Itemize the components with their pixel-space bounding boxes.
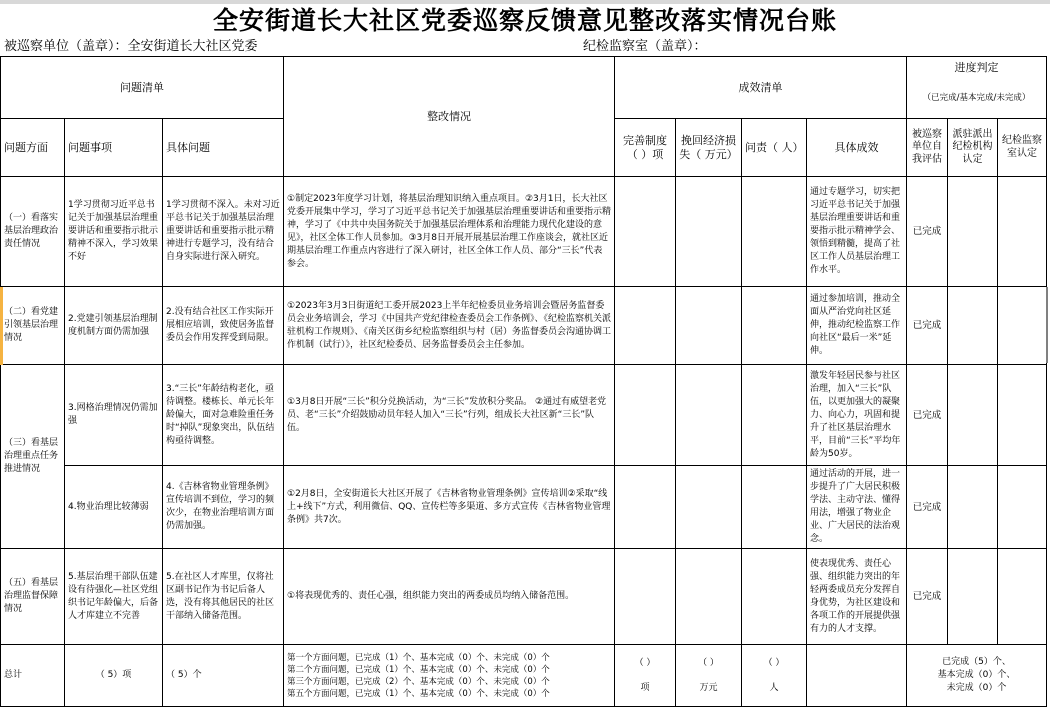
row-office xyxy=(998,466,1047,549)
row-dispatched xyxy=(948,466,998,549)
self-eval-header: 被巡察单位自我评估 xyxy=(907,119,948,177)
total-losses-value: （ ） xyxy=(698,657,719,668)
discipline-office-label: 纪检监察室（盖章）： xyxy=(583,39,707,54)
row-results: 使表现优秀、责任心强、组织能力突出的年轻两委成员充分发挥自身优势，为社区建设和各项工作的开展提供强有力的人才支撑。 xyxy=(807,549,907,645)
row-edge-marker xyxy=(1046,287,1048,363)
row-selection-marker xyxy=(0,287,3,365)
row-results: 通过活动的开展，进一步提升了广大居民积极学法、主动守法、懂得用法，增强了物业企业、广大居民的法治观念。 xyxy=(807,466,907,549)
row-rectification: ①2023年3月3日街道纪工委开展2023上半年纪检委员业务培训会暨居务监督委员会业务培训会，学习《中国共产党纪律检查委员会工作条例》、《纪检监察机关派驻机构工作规则》、《南关区街乡纪检监察组织与村（居）务监督委员会沟通协调工作机制（试行）》，社区纪检委员、居务监督委员会主任参加。 xyxy=(284,287,615,365)
problem-list-header: 问题清单 xyxy=(1,57,284,119)
row-rectification: ①3月8日开展“三长”积分兑换活动，为“三长”发放积分奖品。 ②通过有威望老党员、老“三长”介绍鼓励动员年轻人加入“三长”行列，组成长大社区新“三长”队伍。 xyxy=(284,365,615,466)
row-accountability xyxy=(742,549,807,645)
total-progress-line: 基本完成（0）个、 xyxy=(937,670,1016,680)
total-line: 第三个方面问题，已完成（2）个、基本完成（0）个、未完成（0）个 xyxy=(287,676,550,687)
table-row xyxy=(1,287,1047,365)
row-dispatched xyxy=(948,549,998,645)
total-accountability-value: （ ） xyxy=(763,657,785,668)
row-aspect: （五）看基层治理监督保障情况 xyxy=(1,549,65,645)
row-rectification: ①2月8日，全安街道长大社区开展了《吉林省物业管理条例》宣传培训②采取“线上+线下”方式，利用微信、QQ、宣传栏等多渠道、多方式宣传《吉林省物业管理条例》共7次。 xyxy=(284,466,615,549)
table-row xyxy=(1,365,1047,466)
item-header: 问题事项 xyxy=(65,119,163,177)
row-systems xyxy=(615,365,676,466)
systems-header: 完善制度（ ）项 xyxy=(615,119,676,177)
row-losses xyxy=(676,549,742,645)
row-specific: 2.没有结合社区工作实际开展相应培训，致使居务监督委员会作用发挥受到局限。 xyxy=(163,287,284,365)
row-aspect: （三）看基层治理重点任务推进情况 xyxy=(1,365,65,549)
row-specific: 1学习贯彻不深入。未对习近平总书记关于加强基层治理重要讲话和重要指示批示精神进行专题学习，没有结合自身实际进行深入研究。 xyxy=(163,177,284,287)
specific-results-header: 具体成效 xyxy=(807,119,907,177)
page-title: 全安街道长大社区党委巡察反馈意见整改落实情况台账 xyxy=(212,6,837,35)
total-label: 总计 xyxy=(1,645,65,707)
table-row xyxy=(1,177,1047,287)
row-item: 2.党建引领基层治理制度机制方面仍需加强 xyxy=(65,287,163,365)
row-results: 通过专题学习，切实把习近平总书记关于加强基层治理重要讲话和重要指示批示精神学会、领悟到精髓，提高了社区工作人员基层治理工作水平。 xyxy=(807,177,907,287)
total-progress-line: 未完成（0）个 xyxy=(946,683,1007,693)
total-losses-unit: 万元 xyxy=(699,682,718,693)
aspect-header: 问题方面 xyxy=(1,119,65,177)
row-self-eval: 已完成 xyxy=(907,549,948,645)
total-lines xyxy=(284,645,615,707)
row-item: 4.物业治理比较薄弱 xyxy=(65,466,163,549)
total-progress xyxy=(907,645,1047,707)
row-accountability xyxy=(742,177,807,287)
row-item: 1学习贯彻习近平总书记关于加强基层治理重要讲话和重要指示批示精神不深入，学习效果不好 xyxy=(65,177,163,287)
row-specific: 4.《吉林省物业管理条例》宣传培训不到位，学习的频次少，在物业治理培训方面仍需加强。 xyxy=(163,466,284,549)
rectification-header: 整改情况 xyxy=(284,57,615,177)
total-results xyxy=(807,645,907,707)
progress-header: 进度判定 xyxy=(907,57,1047,79)
table-row xyxy=(1,549,1047,645)
results-list-header: 成效清单 xyxy=(615,57,907,119)
row-dispatched xyxy=(948,177,998,287)
row-aspect: （二）看党建引领基层治理情况 xyxy=(1,287,65,365)
row-rectification: ①制定2023年度学习计划，将基层治理知识纳入重点项目。②3月1日，长大社区党委开展集中学习，学习了习近平总书记关于加强基层治理重要讲话和重要指示精神，学习了《中共中央国务院关于加强基层治理体系和治理能力现代化建设的意见》，社区全体工作人员参加。③3月8日开展开展基层治理工作座谈会，就社区近期基层治理工作重点内容进行了深入研讨，社区全体工作人员、部分“三长”代表参会。 xyxy=(284,177,615,287)
total-progress-line: 已完成（5）个、 xyxy=(942,657,1011,667)
total-line: 第二个方面问题，已完成（1）个、基本完成（0）个、未完成（0）个 xyxy=(287,664,550,675)
row-losses xyxy=(676,177,742,287)
row-systems xyxy=(615,177,676,287)
row-office xyxy=(998,549,1047,645)
specific-header: 具体问题 xyxy=(163,119,284,177)
total-systems xyxy=(615,645,676,707)
row-rectification: ①将表现优秀的、责任心强，组织能力突出的两委成员均纳入储备范围。 xyxy=(284,549,615,645)
row-accountability xyxy=(742,466,807,549)
row-specific: 5.在社区人才库里，仅将社区副书记作为书记后备人选，没有将其他居民的社区干部纳入储备范围。 xyxy=(163,549,284,645)
row-self-eval: 已完成 xyxy=(907,287,948,365)
row-systems xyxy=(615,287,676,365)
row-self-eval: 已完成 xyxy=(907,365,948,466)
row-self-eval: 已完成 xyxy=(907,177,948,287)
row-losses xyxy=(676,287,742,365)
row-systems xyxy=(615,549,676,645)
total-item-count: （ 5）项 xyxy=(65,645,163,707)
row-dispatched xyxy=(948,287,998,365)
total-row xyxy=(1,645,1047,707)
row-accountability xyxy=(742,287,807,365)
losses-header: 挽回经济损失（ 万元） xyxy=(676,119,742,177)
accountability-header: 问责（ 人） xyxy=(742,119,807,177)
row-office xyxy=(998,177,1047,287)
total-losses xyxy=(676,645,742,707)
row-office xyxy=(998,365,1047,466)
row-systems xyxy=(615,466,676,549)
row-aspect: （一）看落实基层治理政治责任情况 xyxy=(1,177,65,287)
row-office xyxy=(998,287,1047,365)
dispatched-header: 派驻派出纪检机构认定 xyxy=(948,119,998,177)
row-dispatched xyxy=(948,365,998,466)
ledger-table xyxy=(0,56,1047,707)
row-item: 5.基层治理干部队伍建设有待强化—社区党组织书记年龄偏大，后备人才库建立不完善 xyxy=(65,549,163,645)
row-specific: 3.“三长”年龄结构老化，亟待调整。楼栋长、单元长年龄偏大，面对急难险重任务时“掉队”现象突出，队伍结构亟待调整。 xyxy=(163,365,284,466)
total-line: 第一个方面问题，已完成（1）个、基本完成（0）个、未完成（0）个 xyxy=(287,652,550,663)
total-accountability-unit: 人 xyxy=(769,682,779,693)
total-accountability xyxy=(742,645,807,707)
total-line: 第五个方面问题，已完成（1）个、基本完成（0）个、未完成（0）个 xyxy=(287,688,550,699)
row-losses xyxy=(676,365,742,466)
row-accountability xyxy=(742,365,807,466)
row-results: 通过参加培训，推动全面从严治党向社区延伸，推动纪检监察工作向社区“最后一米”延伸。 xyxy=(807,287,907,365)
total-systems-unit: 项 xyxy=(640,682,650,693)
row-self-eval: 已完成 xyxy=(907,466,948,549)
progress-options: （已完成/基本完成/未完成） xyxy=(907,79,1047,119)
total-specific-count: （ 5）个 xyxy=(163,645,284,707)
row-item: 3.网格治理情况仍需加强 xyxy=(65,365,163,466)
total-systems-value: （ ） xyxy=(634,657,656,668)
inspected-unit-label: 被巡察单位（盖章）：全安街道长大社区党委 xyxy=(4,39,258,54)
row-results: 激发年轻居民参与社区治理，加入“三长”队伍，以更加强大的凝聚力、向心力，巩固和提升了社区基层治理水平，目前“三长”平均年龄为50岁。 xyxy=(807,365,907,466)
office-header: 纪检监察室认定 xyxy=(998,119,1047,177)
row-losses xyxy=(676,466,742,549)
table-row xyxy=(1,466,1047,549)
